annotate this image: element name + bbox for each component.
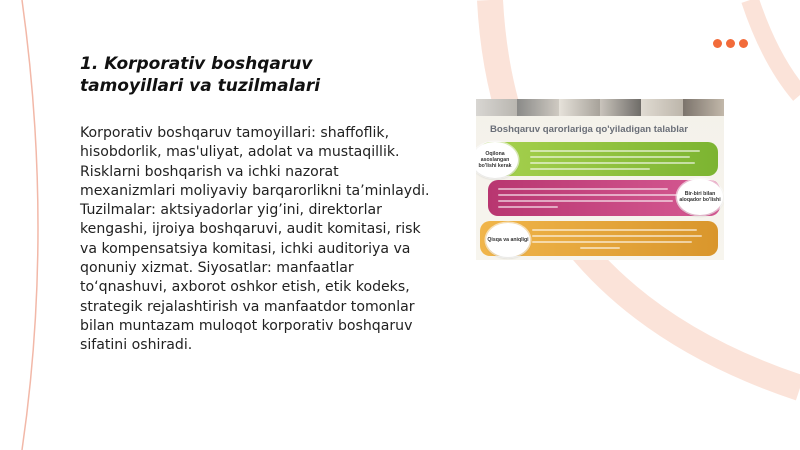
dot-icon (713, 39, 722, 48)
slide-menu-dots (713, 39, 748, 48)
dot-icon (739, 39, 748, 48)
dot-icon (726, 39, 735, 48)
photo-strip (476, 99, 724, 116)
slide-body-text: Korporativ boshqaruv tamoyillari: shaffoflik, hisobdorlik, mas'uliyat, adolat va mustaqillik. Risklarni boshqarish va ichki nazorat mexanizmlari moliyaviy barqarorlikni ta’minlaydi. Tuzilmalar: aktsiyadorlar yig’ini, direktorlar kengashi, ijroiya boshqaruvi, audit komitasi, risk va kompensatsiya komitasi, ichki auditoriya va qonuniy xizmat. Siyosatlar: manfaatlar to‘qnashuvi, axborot oshkor etish, etik kodeks, strategik rejalashtirish va manfaatdor tomonlar bilan muntazam muloqot korporativ boshqaruv sifatini oshiradi. (80, 125, 430, 354)
requirements-infographic (476, 99, 724, 260)
infographic-title: Boshqaruv qarorlariga qo'yiladigan talablar (490, 124, 688, 135)
requirement-bubble-1: Oqilona asoslangan bo'lishi kerak (476, 142, 518, 178)
requirement-bubble-3: Qisqa va aniqligi (486, 223, 530, 257)
requirement-bubble-2: Bir-biri bilan aloqador bo'lishi (677, 179, 723, 215)
slide-title: 1. Korporativ boshqaruv tamoyillari va tuzilmalari (80, 54, 321, 96)
